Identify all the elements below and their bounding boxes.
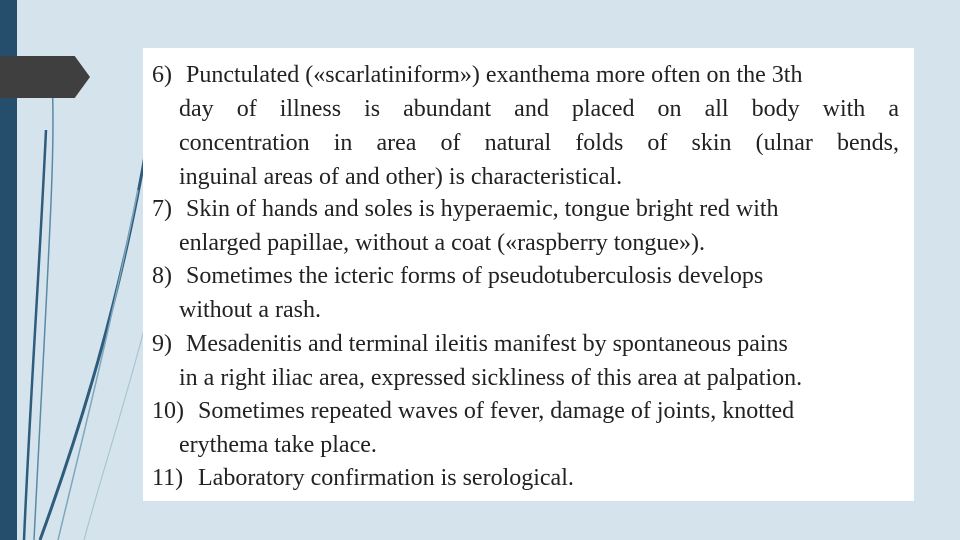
item-number: 7) bbox=[152, 196, 172, 222]
list-item-6 bbox=[152, 58, 899, 92]
item-text: Sometimes repeated waves of fever, damage of joints, knotted bbox=[198, 398, 795, 424]
item-text: Punctulated («scarlatiniform») exanthema more often on the 3th bbox=[186, 62, 803, 88]
item-text-continued: day of illness is abundant and placed on all body with a bbox=[179, 96, 899, 122]
list-item-8 bbox=[152, 259, 899, 293]
item-text: Sometimes the icteric forms of pseudotuberculosis develops bbox=[186, 263, 764, 289]
item-text-continued: enlarged papillae, without a coat («raspberry tongue»). bbox=[179, 230, 706, 256]
item-number: 9) bbox=[152, 331, 172, 357]
item-number: 6) bbox=[152, 62, 172, 88]
content-panel bbox=[143, 48, 914, 501]
item-text-continued: inguinal areas of and other) is characteristical. bbox=[179, 164, 623, 190]
list-item-11 bbox=[152, 461, 899, 495]
item-text-continued: erythema take place. bbox=[179, 432, 377, 458]
item-text: Skin of hands and soles is hyperaemic, tongue bright red with bbox=[186, 196, 779, 222]
title-marker-tab bbox=[0, 56, 90, 98]
item-text: Mesadenitis and terminal ileitis manifest by spontaneous pains bbox=[186, 331, 788, 357]
item-text-continued: concentration in area of natural folds of skin (ulnar bends, bbox=[179, 130, 899, 156]
item-number: 10) bbox=[152, 398, 184, 424]
item-text: Laboratory confirmation is serological. bbox=[198, 465, 574, 491]
item-text-continued: without a rash. bbox=[179, 297, 321, 323]
item-number: 8) bbox=[152, 263, 172, 289]
list-item-10 bbox=[152, 394, 899, 428]
item-text-continued: in a right iliac area, expressed sickliness of this area at palpation. bbox=[179, 365, 803, 391]
list-item-9 bbox=[152, 327, 899, 361]
item-number: 11) bbox=[152, 465, 184, 491]
list-item-7 bbox=[152, 192, 899, 226]
